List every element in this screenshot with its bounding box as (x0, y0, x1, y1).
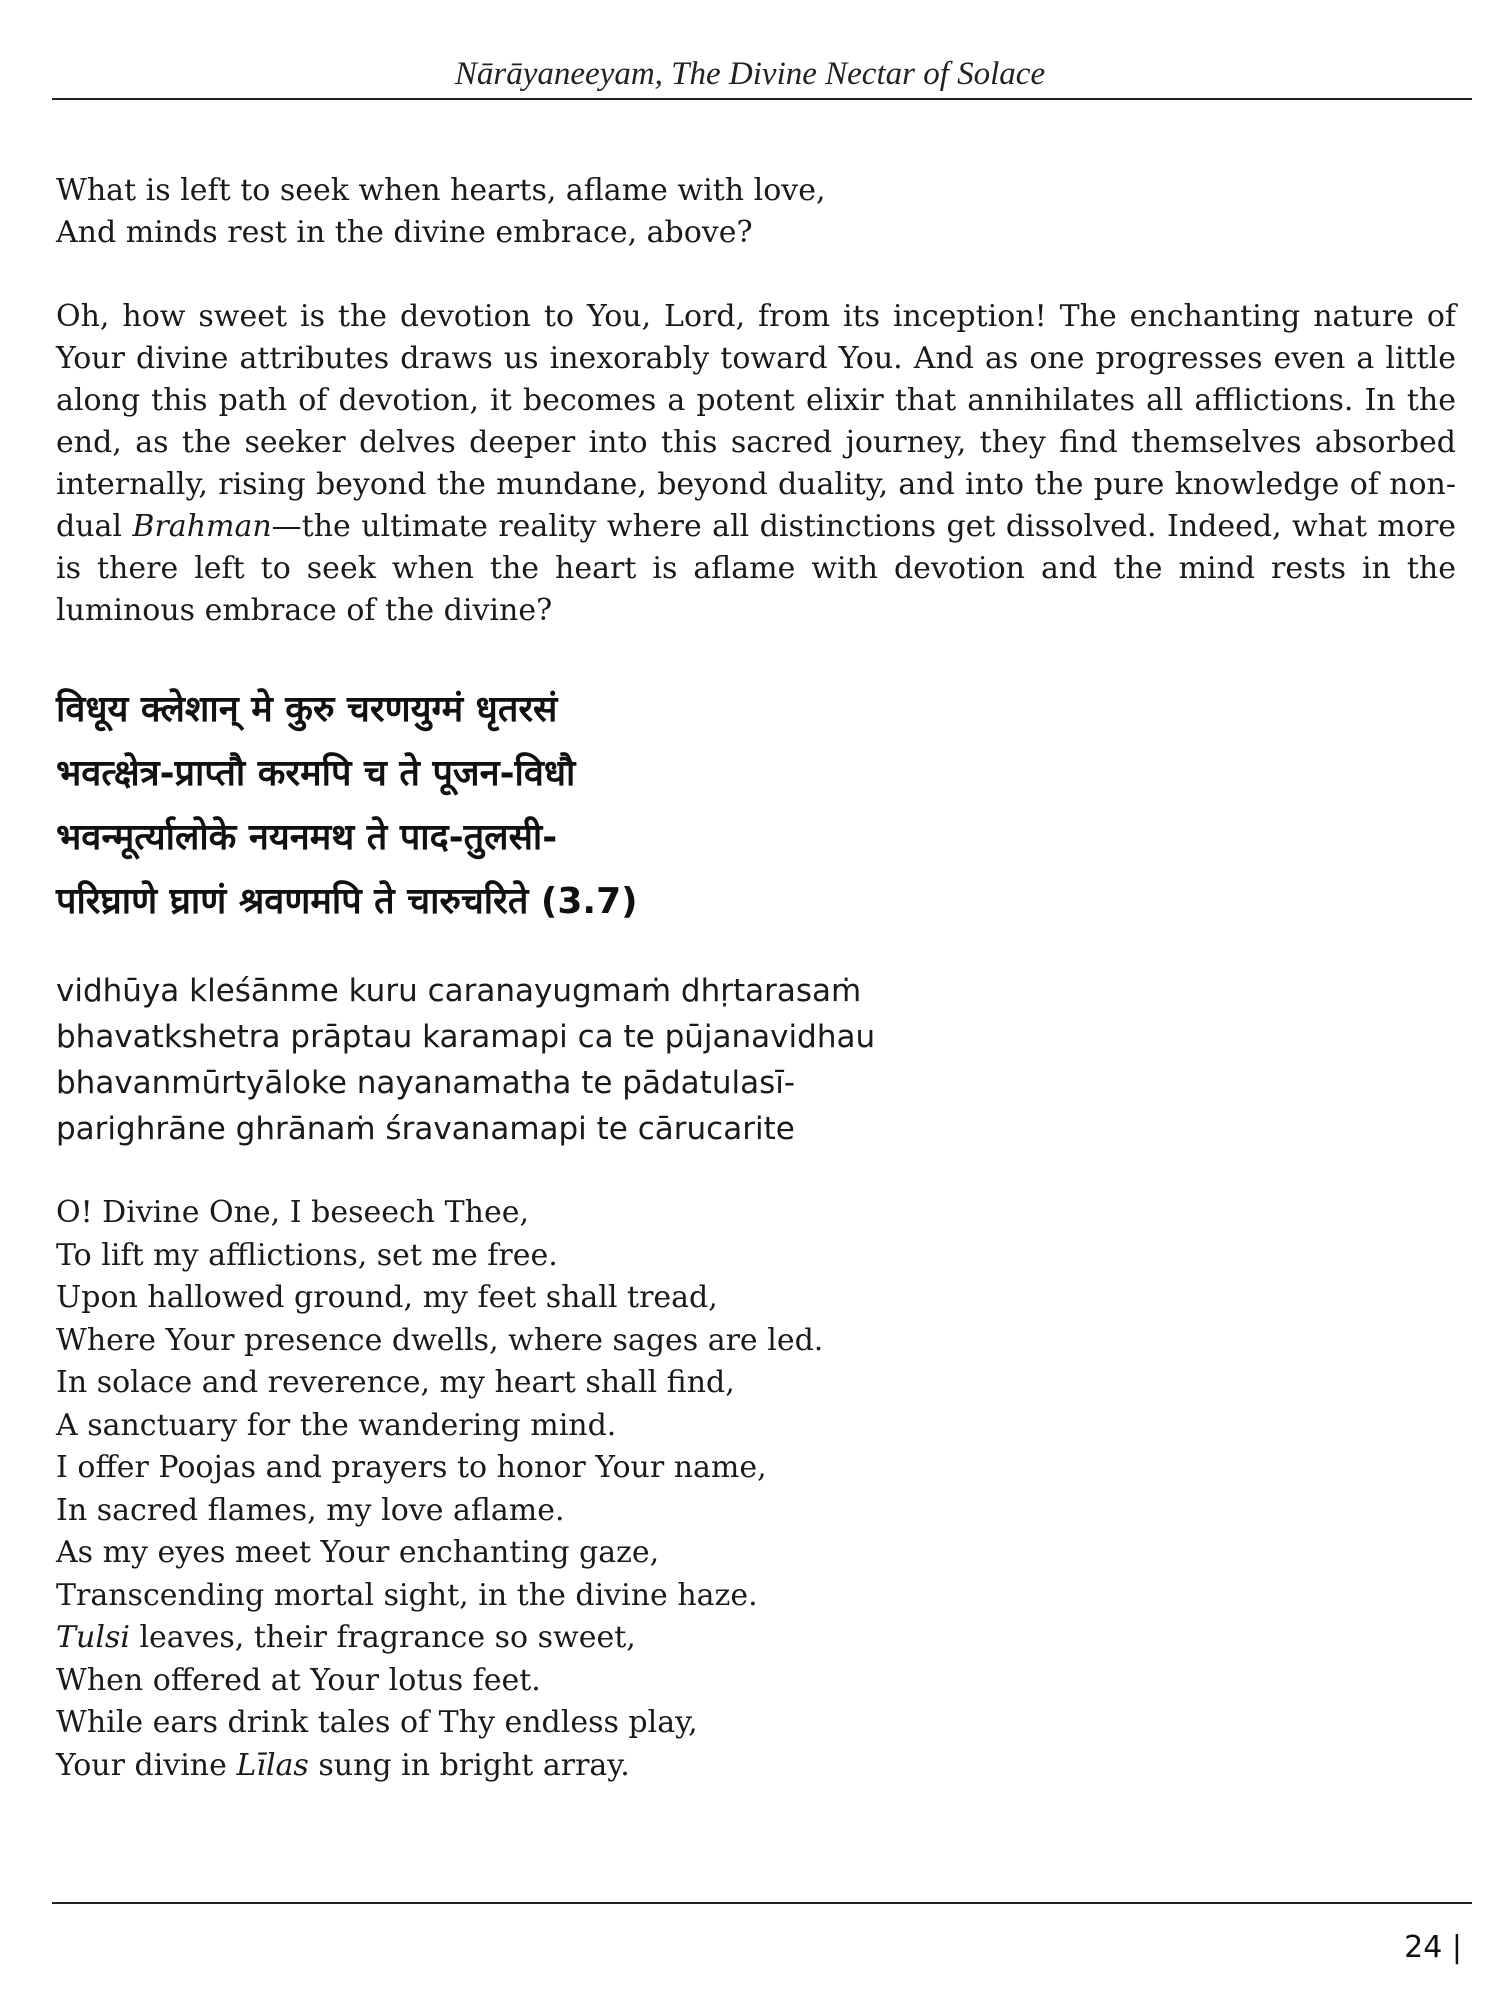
brahman-term: Brahman (132, 509, 272, 544)
opening-couplet (56, 170, 826, 254)
transliteration-line: parighrāne ghrānaṁ śravanamapi te cārucarite (56, 1111, 795, 1147)
poem-line: I offer Poojas and prayers to honor Your name, (56, 1450, 767, 1485)
poem-line: Transcending mortal sight, in the divine haze. (56, 1577, 758, 1613)
poem-text: leaves, their fragrance so sweet, (129, 1620, 636, 1655)
page-number: 24 | (1404, 1930, 1462, 1965)
poem-line: A sanctuary for the wandering mind. (56, 1407, 617, 1443)
poem-text: Your divine (56, 1747, 237, 1783)
footer-rule (52, 1902, 1472, 1904)
poem-line: O! Divine One, I beseech Thee, (56, 1195, 530, 1230)
lilas-term: Līlas (236, 1747, 309, 1783)
poem-line: While ears drink tales of Thy endless play, (56, 1705, 698, 1740)
poem-line: As my eyes meet Your enchanting gaze, (56, 1535, 660, 1570)
transliteration (56, 968, 875, 1152)
poem-line: Upon hallowed ground, my feet shall tread, (56, 1280, 718, 1315)
poem-text: sung in bright array. (308, 1747, 630, 1783)
transliteration-line: vidhūya kleśānme kuru caranayugmaṁ dhṛtarasaṁ (56, 973, 862, 1009)
poem-line: Where Your presence dwells, where sages are led. (56, 1322, 824, 1358)
commentary-text: Oh, how sweet is the devotion to You, Lord, from its inception! The enchanting nature of Your divine attributes draws us inexorably toward You. And as one progresses even a little along this path of devotion, it becomes a potent elixir that annihilates all afflictions. In the end, as the seeker delves deeper into this sacred journey, they find themselves absorbed internally, rising beyond the mundane, beyond duality, and into the pure knowledge of non-dual (56, 299, 1456, 544)
commentary-text: —the ultimate reality where all distinctions get dissolved. Indeed, what more is there left to seek when the heart is aflame with devotion and the mind rests in the luminous embrace of the divine? (56, 509, 1456, 628)
poem-line: In sacred flames, my love aflame. (56, 1492, 565, 1528)
transliteration-line: bhavanmūrtyāloke nayanamatha te pādatulasī- (56, 1065, 796, 1101)
english-poem (56, 1192, 823, 1787)
tulsi-term: Tulsi (56, 1620, 130, 1655)
header-rule (52, 98, 1472, 100)
transliteration-line: bhavatkshetra prāptau karamapi ca te pūjanavidhau (56, 1019, 876, 1055)
verse-line: परिघ्राणे घ्राणं श्रवणमपि ते चारुचरिते (3.7) (56, 881, 638, 922)
verse-line: भवन्मूर्त्यालोके नयनमथ ते पाद-तुलसी- (56, 817, 558, 858)
poem-line: In solace and reverence, my heart shall find, (56, 1365, 735, 1400)
running-header: Nārāyaneeyam, The Divine Nectar of Solace (454, 56, 1046, 92)
poem-line: When offered at Your lotus feet. (56, 1662, 541, 1698)
sanskrit-verse (56, 678, 638, 934)
poem-line: To lift my afflictions, set me free. (56, 1237, 558, 1273)
poem-line-tulsi (56, 1617, 823, 1660)
couplet-line: And minds rest in the divine embrace, above? (56, 215, 753, 250)
verse-line: भवत्क्षेत्र-प्राप्तौ करमपि च ते पूजन-विधौ (56, 753, 576, 794)
couplet-line: What is left to seek when hearts, aflame with love, (56, 173, 826, 208)
commentary-paragraph (56, 296, 1456, 632)
poem-line-lilas (56, 1745, 823, 1788)
verse-line: विधूय क्लेशान् मे कुरु चरणयुग्मं धृतरसं (56, 689, 558, 730)
